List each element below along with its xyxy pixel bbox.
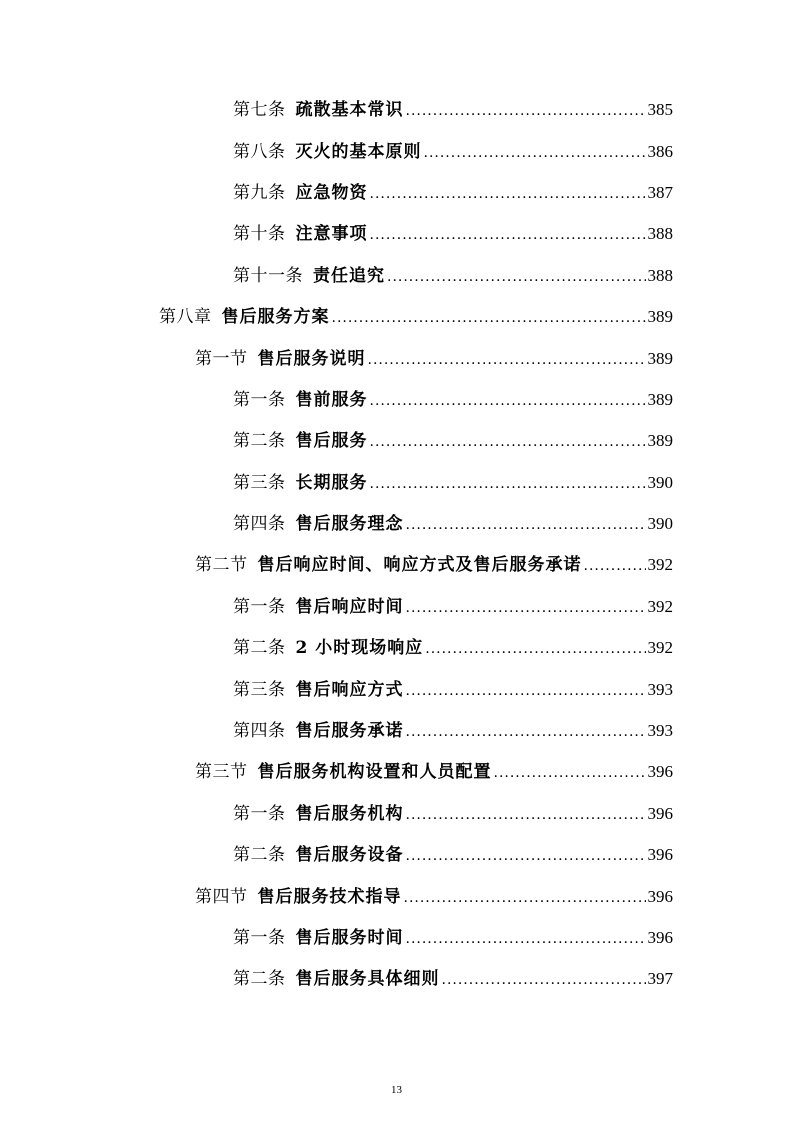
toc-entry-page: 388 <box>647 265 673 285</box>
toc-entry[interactable] <box>195 752 793 793</box>
toc-entry-line <box>233 928 673 949</box>
toc-entry-line <box>233 390 673 411</box>
toc-entry-title: 售后服务机构设置和人员配置 <box>257 762 492 783</box>
toc-entry-title: 售后服务设备 <box>295 845 404 866</box>
toc-entry-number: 第九条 <box>233 182 286 203</box>
toc-entry[interactable] <box>233 959 793 1000</box>
toc-entry-title: 售后服务技术指导 <box>257 886 402 907</box>
toc-entry-line <box>233 431 673 452</box>
toc-entry-number: 第二条 <box>233 845 286 866</box>
toc-entry-line <box>233 473 673 494</box>
toc-entry-page: 393 <box>647 679 673 699</box>
toc-dot-leader <box>406 722 646 742</box>
toc-entry-page: 390 <box>647 472 673 492</box>
toc-entry-page: 388 <box>647 224 673 244</box>
toc-entry[interactable] <box>195 545 793 586</box>
toc-dot-leader <box>387 267 646 287</box>
toc-entry-number: 第二条 <box>233 969 286 990</box>
toc-entry[interactable] <box>233 835 793 876</box>
toc-entry-title: 售后服务说明 <box>257 348 366 369</box>
toc-entry[interactable] <box>233 214 793 255</box>
toc-entry-line <box>233 142 673 163</box>
toc-entry[interactable] <box>233 628 793 669</box>
toc-dot-leader <box>494 763 646 783</box>
toc-entry[interactable] <box>233 131 793 172</box>
toc-entry-title: 2 小时现场响应 <box>295 638 424 659</box>
toc-entry-title: 灭火的基本原则 <box>295 141 422 162</box>
toc-entry-number: 第一条 <box>233 928 286 948</box>
toc-dot-leader <box>442 970 646 990</box>
toc-entry[interactable] <box>233 918 793 959</box>
toc-entry-line <box>233 597 673 618</box>
toc-entry-line <box>233 100 673 121</box>
toc-entry-number: 第四条 <box>233 721 286 742</box>
toc-dot-leader <box>370 391 646 411</box>
toc-entry[interactable] <box>233 504 793 545</box>
toc-entry-page: 389 <box>647 348 673 368</box>
toc-entry-line <box>195 762 673 783</box>
toc-dot-leader <box>584 556 646 576</box>
toc-entry[interactable] <box>159 297 793 338</box>
toc-entry-page: 393 <box>647 721 673 741</box>
table-of-contents <box>0 90 793 1001</box>
toc-entry-page: 389 <box>647 389 673 409</box>
toc-entry-line <box>195 349 673 370</box>
toc-entry[interactable] <box>195 338 793 379</box>
toc-entry-line <box>233 969 673 990</box>
toc-entry-page: 385 <box>647 100 673 120</box>
toc-entry-number: 第二节 <box>195 555 248 576</box>
toc-entry-page: 396 <box>647 803 673 823</box>
toc-entry[interactable] <box>233 669 793 710</box>
toc-entry-number: 第二条 <box>233 638 286 659</box>
toc-entry-number: 第二条 <box>233 431 286 452</box>
toc-dot-leader <box>404 888 646 908</box>
toc-entry-page: 386 <box>647 141 673 161</box>
toc-dot-leader <box>424 143 646 163</box>
toc-entry[interactable] <box>233 711 793 752</box>
toc-entry-title: 注意事项 <box>295 224 368 245</box>
toc-entry-line <box>233 514 673 535</box>
toc-entry-title: 售后服务理念 <box>295 514 404 535</box>
toc-entry-page: 396 <box>647 928 673 947</box>
toc-entry-title: 售后响应时间 <box>295 596 404 617</box>
toc-entry[interactable] <box>195 876 793 917</box>
toc-entry-title: 售后响应方式 <box>295 679 404 700</box>
toc-entry-number: 第七条 <box>233 100 286 121</box>
toc-entry-number: 第三条 <box>233 472 286 493</box>
toc-entry-line <box>159 307 673 328</box>
toc-dot-leader <box>332 308 646 328</box>
toc-entry-page: 396 <box>647 762 673 782</box>
toc-entry-title: 售后服务方案 <box>221 307 330 328</box>
toc-entry-page: 390 <box>647 514 673 534</box>
toc-entry-page: 389 <box>647 431 673 451</box>
toc-dot-leader <box>425 639 645 659</box>
toc-entry[interactable] <box>233 794 793 835</box>
toc-entry-number: 第一条 <box>233 389 286 410</box>
toc-entry-number: 第八章 <box>159 307 212 328</box>
toc-entry[interactable] <box>233 90 793 131</box>
toc-entry-title: 长期服务 <box>295 472 368 493</box>
toc-entry[interactable] <box>233 463 793 504</box>
toc-entry-number: 第三节 <box>195 762 248 783</box>
toc-entry-line <box>233 680 673 701</box>
toc-entry[interactable] <box>233 421 793 462</box>
toc-entry-line <box>195 887 673 908</box>
toc-entry-page: 396 <box>647 886 673 906</box>
toc-dot-leader <box>370 474 646 494</box>
toc-entry-number: 第一节 <box>195 348 248 369</box>
toc-dot-leader <box>406 929 646 949</box>
toc-dot-leader <box>406 846 646 866</box>
toc-entry-title: 售后服务承诺 <box>295 721 404 742</box>
toc-entry-title: 售后服务机构 <box>295 803 404 824</box>
toc-entry-number: 第四条 <box>233 514 286 535</box>
toc-dot-leader <box>406 101 646 121</box>
toc-entry-title: 售前服务 <box>295 389 368 410</box>
toc-entry-title: 应急物资 <box>295 182 368 203</box>
toc-dot-leader <box>406 805 646 825</box>
toc-entry-title: 售后服务 <box>295 431 368 452</box>
toc-entry-line <box>233 638 673 659</box>
toc-entry-page: 392 <box>647 596 673 616</box>
toc-entry-line <box>233 183 673 204</box>
toc-entry-title: 售后服务时间 <box>295 928 404 948</box>
toc-entry-page: 396 <box>647 845 673 865</box>
toc-entry-number: 第三条 <box>233 679 286 700</box>
toc-entry-line <box>233 266 673 287</box>
toc-entry-page: 387 <box>647 182 673 202</box>
toc-entry-number: 第十一条 <box>233 265 303 286</box>
toc-entry-title: 责任追究 <box>313 265 385 286</box>
toc-entry-title: 售后服务具体细则 <box>295 969 440 990</box>
toc-entry[interactable] <box>233 380 793 421</box>
page-number: 13 <box>391 1084 402 1096</box>
toc-entry-line <box>233 845 673 866</box>
toc-entry-line <box>233 224 673 245</box>
toc-entry-number: 第一条 <box>233 596 286 617</box>
toc-entry-title: 疏散基本常识 <box>295 100 404 121</box>
toc-dot-leader <box>406 515 646 535</box>
toc-dot-leader <box>406 598 646 618</box>
toc-entry-page: 392 <box>647 638 673 658</box>
toc-dot-leader <box>370 225 646 245</box>
toc-dot-leader <box>368 350 646 370</box>
toc-entry-page: 389 <box>647 307 673 327</box>
toc-entry-line <box>233 721 673 742</box>
toc-dot-leader <box>406 681 646 701</box>
toc-entry-number: 第十条 <box>233 224 286 245</box>
toc-entry-number: 第四节 <box>195 886 248 907</box>
toc-entry-number: 第一条 <box>233 803 286 824</box>
toc-entry-line <box>233 804 673 825</box>
toc-entry[interactable] <box>233 256 793 297</box>
toc-entry-number: 第八条 <box>233 141 286 162</box>
toc-entry-title: 售后响应时间、响应方式及售后服务承诺 <box>257 555 582 576</box>
toc-entry-page: 397 <box>647 969 673 989</box>
toc-entry[interactable] <box>233 173 793 214</box>
toc-entry[interactable] <box>233 587 793 628</box>
toc-entry-line <box>195 555 673 576</box>
toc-dot-leader <box>370 184 646 204</box>
toc-dot-leader <box>370 432 646 452</box>
toc-entry-page: 392 <box>647 555 673 575</box>
